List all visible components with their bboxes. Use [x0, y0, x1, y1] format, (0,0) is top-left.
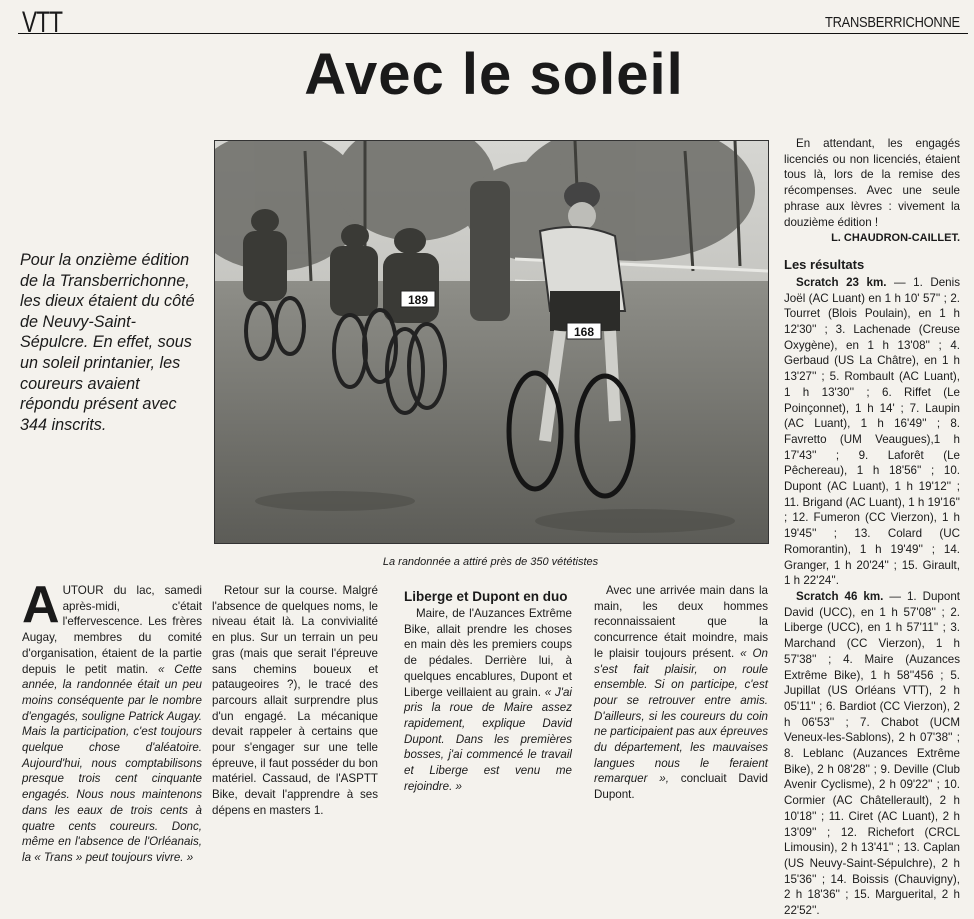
- para-course: Retour sur la course. Malgré l'absence de quelques noms, le niveau était là. La convivialité en plus. Sur un terrain un peu gras (mais que serait l'épreuve sans chemins boueux et pataugeoires ?), le tracé des parcours allait surprendre plus d'un engagé. La mécanique devait rappeler à certains que pour s'engager sur une telle épreuve, il faut posséder du bon matériel. Cassaud, de l'ASPTT Bike, devait l'apprendre à ses dépens en masters 1.: [212, 584, 378, 817]
- scratch-23-results: — 1. Denis Joël (AC Luant) en 1 h 10' 57'' ; 2. Tourret (Blois Poulain), en 1 h 12'30'' ; 3. Lachenade (Creuse Oxygène), en 1 h 13'08'' ; 4. Gerbaud (US La Châtre), en 1 h 13'27'' ; 5. Rombault (AC Luant), 1 h 13'30'' ; 6. Riffet (Le Poinçonnet), 1 h 14' ; 7. Laupin (AC Luant), 1 h 16'49'' ; 8. Favretto (UM Veaugues),1 h 17'43'' ; 9. Laforêt (Le Pêchereau), 1 h 18'56'' ; 10. Dupont (AC Luant), 1 h 19'12'' ; 11. Brigand (AC Luant), 1 h 19'16'' ; 12. Fumeron (CC Vierzon), 1 h 19'45'' ; 13. Colard (UC Romorantin), 1 h 19'49'' ; 14. Granger, 1 h 20'24'' ; 15. Girault, 1 h 22'24''.: [784, 275, 960, 588]
- body-column-4: [594, 583, 768, 803]
- subhead: Liberge et Dupont en duo: [404, 589, 568, 604]
- bib-168: 168: [573, 325, 595, 339]
- quote-plaisir-attrib: concluait David Dupont.: [594, 772, 768, 802]
- quote-augay: « Cette année, la randonnée était un peu moins conséquente par le nombre d'engagés, souligne Patrick Augay. Mais la participation, c'est toujours quelque chose d'aléatoire. Aujourd'hui, nous comptabilisons presque trois cent cinquante engagés. Nous nous maintenons dans les eaux de trois cents à quatre cents coureurs. Donc, même en l'absence de l'Orléanais, la « Trans » peut toujours vivre. »: [22, 662, 202, 864]
- quote-plaisir: « On s'est fait plaisir, on roule ensemble. Si on participe, c'est pour se retrouver entre amis. D'ailleurs, si les coureurs du coin ne participaient pas aux épreuves du département, les mauvaises langues nous le feraient remarquer »,: [594, 646, 768, 786]
- results-title: Les résultats: [784, 256, 865, 272]
- bib-189: 189: [407, 293, 429, 307]
- results-column: [784, 136, 960, 919]
- chapeau: Pour la onzième édition de la Transberrichonne, les dieux étaient du côté de Neuvy-Saint-Sépulcre. En effet, sous un soleil printanier, les coureurs avaient répondu présent avec 344 inscrits.: [20, 251, 195, 434]
- para-maire: Maire, de l'Auzances Extrême Bike, allait prendre les choses en main dès les premiers coups de pédales. Derrière lui, à quelques encablures, Dupont et Liberge veillaient au grain.: [404, 607, 572, 699]
- scratch-46-label: Scratch 46 km.: [796, 589, 884, 603]
- intro-text: UTOUR du lac, samedi après-midi, c'était l'effervescence. Les frères Augay, membres du comité d'organisation, étaient de la partie depuis le petit matin.: [22, 584, 202, 676]
- section-name: TRANSBERRICHONNE: [825, 14, 960, 31]
- section-rubric: VTT: [22, 6, 63, 39]
- photo-cyclists: [214, 140, 769, 544]
- body-column-1: [22, 576, 202, 866]
- body-column-3: [404, 583, 572, 794]
- para-arrivee: Avec une arrivée main dans la main, les deux hommes reconnaissaient que la concurrence était moindre, mais le plaisir toujours présent.: [594, 584, 768, 660]
- scratch-46-results: — 1. Dupont David (UCC), en 1 h 57'08'' ; 2. Liberge (UCC), en 1 h 57'11'' ; 3. Marchand (CC Vierzon), 1 h 57'38'' ; 4. Maire (Auzances Extrême Bike), 1 h 58''456 ; 5. Jupillat (US Orléans VTT), 2 h 05'11'' ; 6. Bardiot (CC Vierzon), 2 h 06'53'' ; 7. Chabot (UCM Veneux-les-Sablons), 2 h 07'38'' ; 8. Leblanc (Auzances Extrême Bike), 2 h 08'28'' ; 9. Deville (Club Avenir Cyclisme), 2 h 09'22'' ; 10. Cormier (AC Châtellerault), 2 h 10'18'' ; 11. Ciret (AC Luant), 2 h 13'09'' ; 12. Richefort (CRCL Limousin), 2 h 13'41'' ; 13. Caplan (US Neuvy-Saint-Sépulchre), 2 h 15'36'' ; 14. Boissis (Chauvigny), 2 h 18'36'' ; 15. Marguerital, 2 h 22'52''.: [784, 589, 960, 918]
- photo-caption: La randonnée a attiré près de 350 vététistes: [382, 556, 599, 568]
- quote-dupont: « J'ai pris la roue de Maire assez rapidement, explique David Dupont. Dans les premières bosses, j'ai commencé le travail et Liberge est venu me rejoindre. »: [404, 685, 572, 793]
- signature: L. CHAUDRON-CAILLET.: [831, 232, 960, 245]
- scratch-23-label: Scratch 23 km.: [796, 275, 887, 289]
- body-column-2: [212, 583, 378, 819]
- closing-para: En attendant, les engagés licenciés ou non licenciés, étaient tous là, lors de la remise des récompenses. Avec une seule phrase aux lèvres : vivement la douzième édition !: [784, 137, 960, 229]
- headline: Avec le soleil: [304, 42, 684, 107]
- dropcap: A: [22, 576, 60, 634]
- header-rule: [18, 33, 968, 34]
